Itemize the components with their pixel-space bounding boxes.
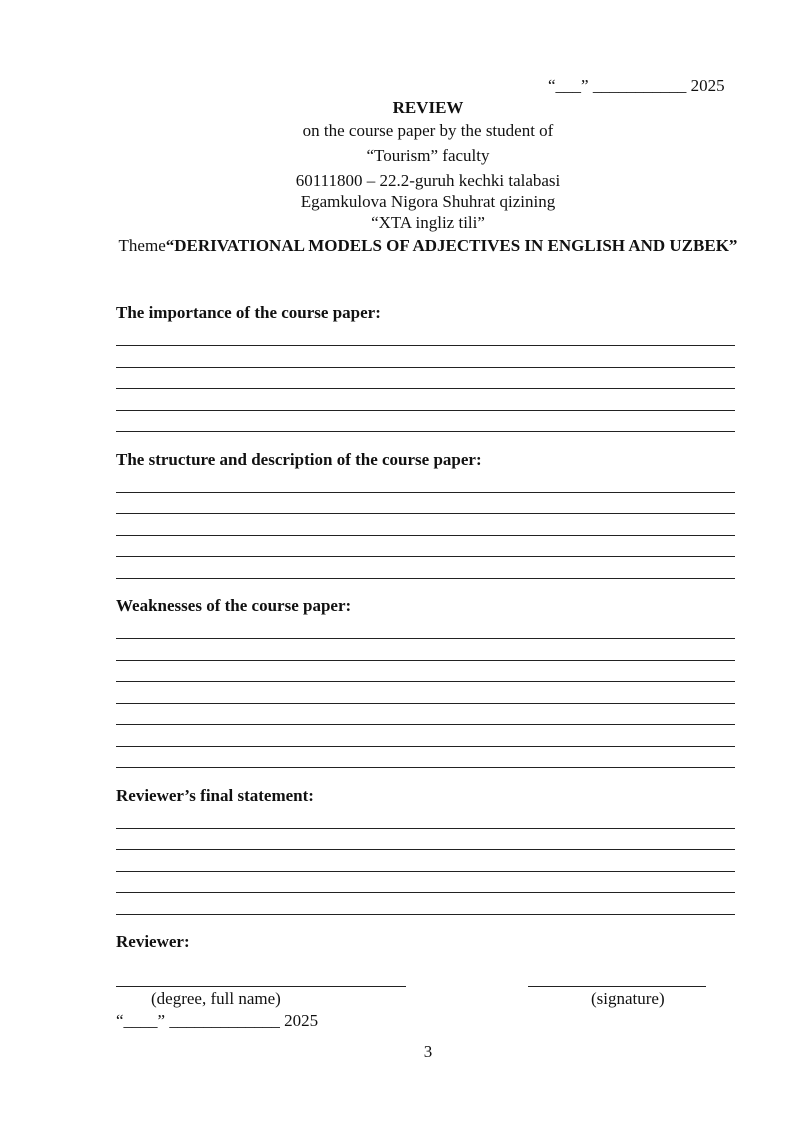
page-number: 3 (423, 1042, 433, 1061)
weaknesses-line-1[interactable] (116, 638, 735, 639)
importance-line-4[interactable] (116, 410, 735, 411)
signature-caption: (signature) (591, 989, 665, 1008)
structure-line-2[interactable] (116, 513, 735, 514)
importance-line-1[interactable] (116, 345, 735, 346)
structure-line-3[interactable] (116, 535, 735, 536)
structure-line-4[interactable] (116, 556, 735, 557)
weaknesses-line-6[interactable] (116, 746, 735, 747)
section-reviewer: Reviewer: (116, 932, 190, 951)
subtitle-student-name: Egamkulova Nigora Shuhrat qizining (300, 192, 556, 211)
weaknesses-line-2[interactable] (116, 660, 735, 661)
subtitle-group: 60111800 – 22.2-guruh kechki talabasi (295, 171, 561, 190)
weaknesses-line-4[interactable] (116, 703, 735, 704)
weaknesses-line-7[interactable] (116, 767, 735, 768)
section-structure: The structure and description of the course paper: (116, 450, 482, 469)
weaknesses-line-5[interactable] (116, 724, 735, 725)
subtitle-course-paper: on the course paper by the student of (302, 121, 554, 140)
final-statement-line-4[interactable] (116, 892, 735, 893)
final-statement-line-2[interactable] (116, 849, 735, 850)
subtitle-specialty: “XTA ingliz tili” (371, 213, 485, 232)
review-heading: REVIEW (392, 98, 464, 117)
degree-name-line[interactable] (116, 986, 406, 987)
final-statement-line-1[interactable] (116, 828, 735, 829)
theme-prefix: Theme (118, 236, 166, 255)
footer-date-line: “____” _____________ 2025 (116, 1011, 319, 1030)
structure-line-1[interactable] (116, 492, 735, 493)
importance-line-5[interactable] (116, 431, 735, 432)
theme-title: “DERIVATIONAL MODELS OF ADJECTIVES IN ENGLISH AND UZBEK” (165, 236, 738, 255)
weaknesses-line-3[interactable] (116, 681, 735, 682)
importance-line-2[interactable] (116, 367, 735, 368)
theme-line (116, 235, 740, 256)
header-date-line: “___” ___________ 2025 (548, 76, 725, 95)
section-final-statement: Reviewer’s final statement: (116, 786, 314, 805)
section-importance: The importance of the course paper: (116, 303, 381, 322)
degree-caption: (degree, full name) (151, 989, 281, 1008)
structure-line-5[interactable] (116, 578, 735, 579)
signature-line[interactable] (528, 986, 706, 987)
subtitle-faculty: “Tourism” faculty (366, 146, 490, 165)
final-statement-line-3[interactable] (116, 871, 735, 872)
final-statement-line-5[interactable] (116, 914, 735, 915)
section-weaknesses: Weaknesses of the course paper: (116, 596, 352, 615)
importance-line-3[interactable] (116, 388, 735, 389)
